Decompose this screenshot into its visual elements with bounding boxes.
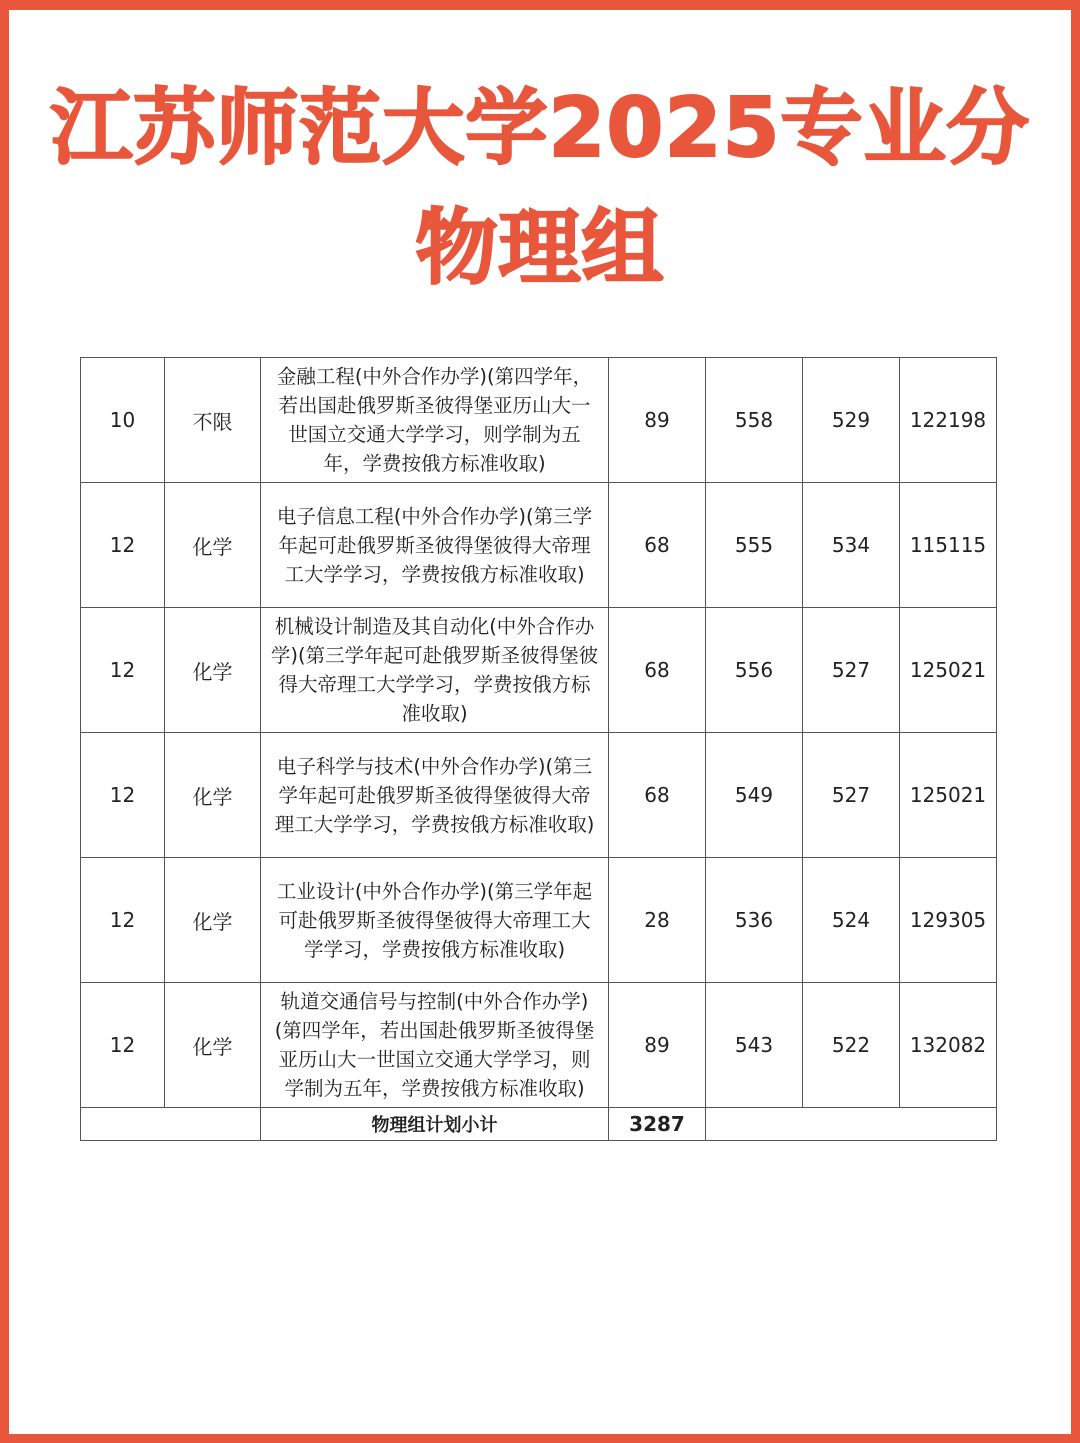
cell-group-code: 10 xyxy=(81,358,165,483)
page-title-line-2: 物理组 xyxy=(415,201,665,296)
cell-plan-count: 68 xyxy=(609,483,706,608)
cell-subject-requirement: 不限 xyxy=(165,358,261,483)
cell-plan-count: 89 xyxy=(609,983,706,1108)
cell-group-code: 12 xyxy=(81,733,165,858)
cell-max-score: 556 xyxy=(706,608,803,733)
cell-min-rank: 125021 xyxy=(900,733,997,858)
subtotal-value: 3287 xyxy=(609,1108,706,1141)
cell-min-score: 527 xyxy=(803,733,900,858)
cell-group-code: 12 xyxy=(81,983,165,1108)
cell-max-score: 558 xyxy=(706,358,803,483)
table-row xyxy=(81,858,997,983)
cell-min-rank: 132082 xyxy=(900,983,997,1108)
cell-subject-requirement: 化学 xyxy=(165,608,261,733)
cell-min-rank: 125021 xyxy=(900,608,997,733)
table-row xyxy=(81,733,997,858)
cell-subject-requirement: 化学 xyxy=(165,733,261,858)
cell-max-score: 555 xyxy=(706,483,803,608)
subtotal-row xyxy=(81,1108,997,1141)
cell-group-code: 12 xyxy=(81,483,165,608)
cell-major-name: 轨道交通信号与控制(中外合作办学)(第四学年，若出国赴俄罗斯圣彼得堡亚历山大一世国立交通大学学习，则学制为五年，学费按俄方标准收取) xyxy=(261,983,609,1108)
cell-min-score: 527 xyxy=(803,608,900,733)
table-row xyxy=(81,983,997,1108)
table-row xyxy=(81,358,997,483)
table-row xyxy=(81,608,997,733)
cell-subject-requirement: 化学 xyxy=(165,858,261,983)
cell-group-code: 12 xyxy=(81,608,165,733)
cell-plan-count: 68 xyxy=(609,733,706,858)
page-title-line-1: 江苏师范大学2025专业分 xyxy=(50,81,1030,176)
cell-major-name: 金融工程(中外合作办学)(第四学年，若出国赴俄罗斯圣彼得堡亚历山大一世国立交通大学学习，则学制为五年，学费按俄方标准收取) xyxy=(261,358,609,483)
cell-subject-requirement: 化学 xyxy=(165,983,261,1108)
cell-major-name: 工业设计(中外合作办学)(第三学年起可赴俄罗斯圣彼得堡彼得大帝理工大学学习，学费按俄方标准收取) xyxy=(261,858,609,983)
cell-major-name: 电子信息工程(中外合作办学)(第三学年起可赴俄罗斯圣彼得堡彼得大帝理工大学学习，学费按俄方标准收取) xyxy=(261,483,609,608)
cell-min-score: 524 xyxy=(803,858,900,983)
cell-group-code: 12 xyxy=(81,858,165,983)
cell-plan-count: 68 xyxy=(609,608,706,733)
cell-plan-count: 89 xyxy=(609,358,706,483)
subtotal-trailing-cell xyxy=(706,1108,997,1141)
cell-min-score: 534 xyxy=(803,483,900,608)
cell-min-score: 529 xyxy=(803,358,900,483)
cell-min-score: 522 xyxy=(803,983,900,1108)
cell-min-rank: 129305 xyxy=(900,858,997,983)
cell-min-rank: 115115 xyxy=(900,483,997,608)
cell-plan-count: 28 xyxy=(609,858,706,983)
cell-subject-requirement: 化学 xyxy=(165,483,261,608)
cell-max-score: 549 xyxy=(706,733,803,858)
cell-min-rank: 122198 xyxy=(900,358,997,483)
admission-score-table xyxy=(80,357,997,1141)
cell-major-name: 机械设计制造及其自动化(中外合作办学)(第三学年起可赴俄罗斯圣彼得堡彼得大帝理工大学学习，学费按俄方标准收取) xyxy=(261,608,609,733)
cell-max-score: 543 xyxy=(706,983,803,1108)
subtotal-label: 物理组计划小计 xyxy=(261,1108,609,1141)
subtotal-empty-cell xyxy=(81,1108,261,1141)
cell-max-score: 536 xyxy=(706,858,803,983)
cell-major-name: 电子科学与技术(中外合作办学)(第三学年起可赴俄罗斯圣彼得堡彼得大帝理工大学学习，学费按俄方标准收取) xyxy=(261,733,609,858)
table-row xyxy=(81,483,997,608)
